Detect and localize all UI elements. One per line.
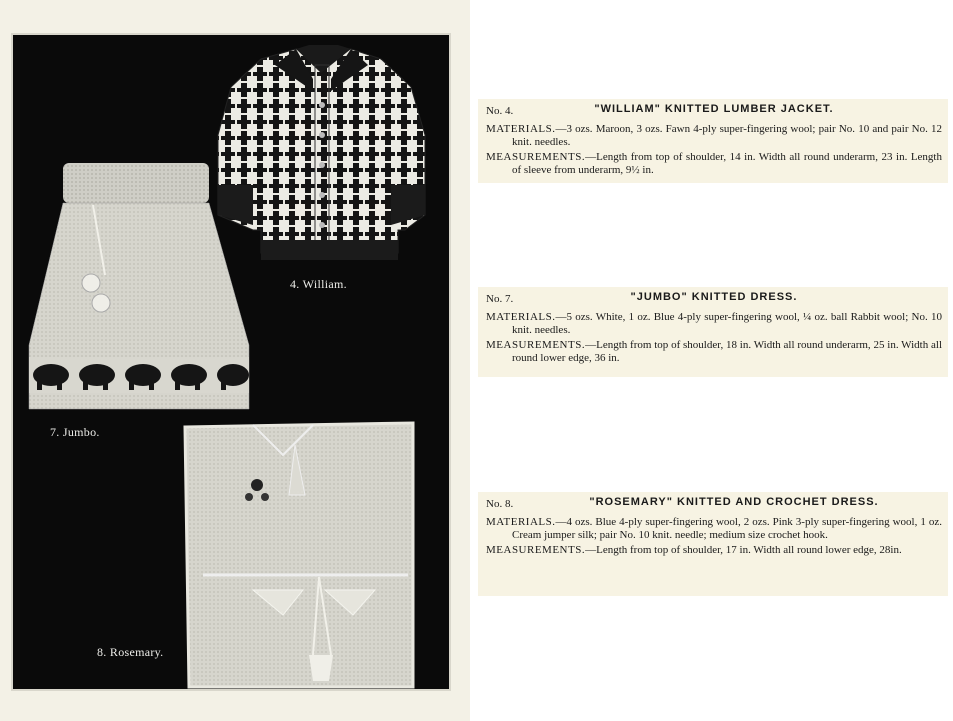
materials-value: —5 ozs. White, 1 oz. Blue 4-ply super-fingering wool, ¼ oz. ball Rabbit wool; No. 10 knit. needles. bbox=[512, 311, 942, 336]
materials-value: —3 ozs. Maroon, 3 ozs. Fawn 4-ply super-fingering wool; pair No. 10 and pair No. 12 knit. needles. bbox=[512, 123, 942, 148]
pattern-rosemary bbox=[478, 492, 948, 596]
measurements-label: MEASUREMENTS. bbox=[486, 544, 586, 556]
right-page bbox=[470, 0, 953, 721]
pattern-number: No. 8. bbox=[486, 498, 514, 510]
measurements-value: —Length from top of shoulder, 17 in. Width all round lower edge, 28in. bbox=[585, 544, 902, 556]
pattern-number: No. 7. bbox=[486, 293, 514, 305]
pattern-header bbox=[486, 103, 942, 119]
measurements-value: —Length from top of shoulder, 18 in. Width all round underarm, 25 in. Width all round lower edge, 36 in. bbox=[512, 339, 942, 364]
rosemary-dress-image bbox=[185, 423, 413, 687]
pattern-title: "JUMBO" KNITTED DRESS. bbox=[630, 291, 798, 303]
pattern-jumbo bbox=[478, 287, 948, 377]
materials-value: —4 ozs. Blue 4-ply super-fingering wool, 2 ozs. Pink 3-ply super-fingering wool, 1 oz. Cream jumper silk; pair No. 10 knit. needle; medium size crochet hook. bbox=[512, 516, 942, 541]
measurements-value: —Length from top of shoulder, 14 in. Width all round underarm, 23 in. Length of sleeve from underarm, 9½ in. bbox=[512, 151, 942, 176]
pattern-title: "ROSEMARY" KNITTED AND CROCHET DRESS. bbox=[589, 496, 879, 508]
materials-text bbox=[486, 516, 942, 541]
caption-william: 4. William. bbox=[290, 277, 347, 291]
measurements-text bbox=[486, 544, 942, 557]
jumbo-dress-image bbox=[29, 163, 249, 409]
pattern-title: "WILLIAM" KNITTED LUMBER JACKET. bbox=[594, 103, 834, 115]
measurements-text bbox=[486, 339, 942, 364]
left-page bbox=[0, 0, 470, 721]
william-jacket-image bbox=[218, 45, 425, 260]
pattern-header bbox=[486, 291, 942, 307]
pattern-header bbox=[486, 496, 942, 512]
garment-photograph bbox=[13, 35, 449, 689]
materials-text bbox=[486, 123, 942, 148]
measurements-text bbox=[486, 151, 942, 176]
caption-jumbo: 7. Jumbo. bbox=[50, 425, 100, 439]
materials-label: MATERIALS. bbox=[486, 311, 556, 323]
pattern-william bbox=[478, 99, 948, 183]
materials-label: MATERIALS. bbox=[486, 516, 556, 528]
pattern-number: No. 4. bbox=[486, 105, 514, 117]
materials-label: MATERIALS. bbox=[486, 123, 556, 135]
materials-text bbox=[486, 311, 942, 336]
measurements-label: MEASUREMENTS. bbox=[486, 151, 586, 163]
photo-plate bbox=[11, 33, 451, 691]
caption-rosemary: 8. Rosemary. bbox=[97, 645, 164, 659]
measurements-label: MEASUREMENTS. bbox=[486, 339, 586, 351]
